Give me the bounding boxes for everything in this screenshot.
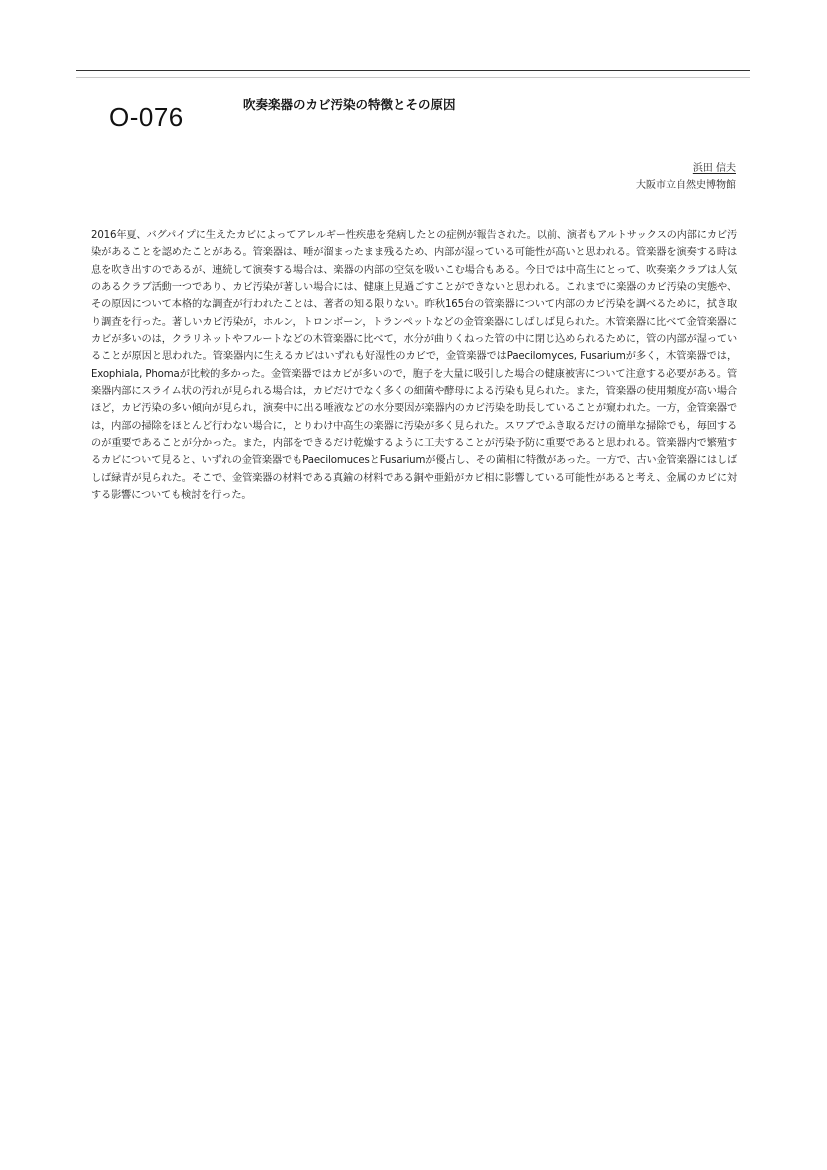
header-sub-rule (76, 77, 750, 78)
abstract-title: 吹奏楽器のカビ汚染の特徴とその原因 (243, 97, 456, 112)
author-name: 浜田 信夫 (692, 163, 736, 174)
abstract-body-text: 2016年夏、バグパイプに生えたカビによってアレルギー性疾患を発病したとの症例が報告された。以前、演者もアルトサックスの内部にカビ汚染があることを認めたことがある。管楽器は、唾が溜まったまま残るため、内部が湿っている可能性が高いと思われる。管楽器を演奏する時は息を吹き出すのであるが、連続して演奏する場合は、楽器の内部の空気を吸いこむ場合もある。今日では中高生にとって、吹奏楽クラブは人気のあるクラブ活動一つであり、カビ汚染が著しい場合には、健康上見過ごすことができないと思われる。これまでに楽器のカビ汚染の実態や、その原因について本格的な調査が行われたことは、著者の知る限りない。昨秋165台の管楽器について内部のカビ汚染を調べるために，拭き取り調査を行った。著しいカビ汚染が，ホルン，トロンボーン，トランペットなどの金管楽器にしばしば見られた。木管楽器に比べて金管楽器にカビが多いのは，クラリネットやフルートなどの木管楽器に比べて，水分が曲りくねった管の中に閉じ込められるために，管の内部が湿っていることが原因と思われた。管楽器内に生えるカビはいずれも好湿性のカビで，金管楽器ではPaecilomyces, Fusariumが多く，木管楽器では，Exophiala, Phomaが比較的多かった。金管楽器ではカビが多いので，胞子を大量に吸引した場合の健康被害について注意する必要がある。管楽器内部にスライム状の汚れが見られる場合は，カビだけでなく多くの細菌や酵母による汚染も見られた。また，管楽器の使用頻度が高い場合ほど，カビ汚染の多い傾向が見られ，演奏中に出る唾液などの水分要因が楽器内のカビ汚染を助長していることが窺われた。一方，金管楽器では，内部の掃除をほとんど行わない場合に，とりわけ中高生の楽器に汚染が多く見られた。スワブでふき取るだけの簡単な掃除でも，毎回するのが重要であることが分かった。また，内部をできるだけ乾燥するように工夫することが汚染予防に重要であると思われる。管楽器内で繁殖するカビについて見ると、いずれの金管楽器でもPaecilomucesとFusariumが優占し、その菌相に特徴があった。一方で、古い金管楽器にはしばしば緑青が見られた。そこで、金管楽器の材料である真鍮の材料である銅や亜鉛がカビ相に影響している可能性があると考え、金属のカビに対する影響についても検討を行った。 (91, 230, 737, 502)
author-affiliation: 大阪市立自然史博物館 (636, 180, 736, 191)
byline (636, 160, 736, 194)
header-top-rule (76, 70, 750, 71)
abstract-id: O-076 (109, 102, 184, 132)
